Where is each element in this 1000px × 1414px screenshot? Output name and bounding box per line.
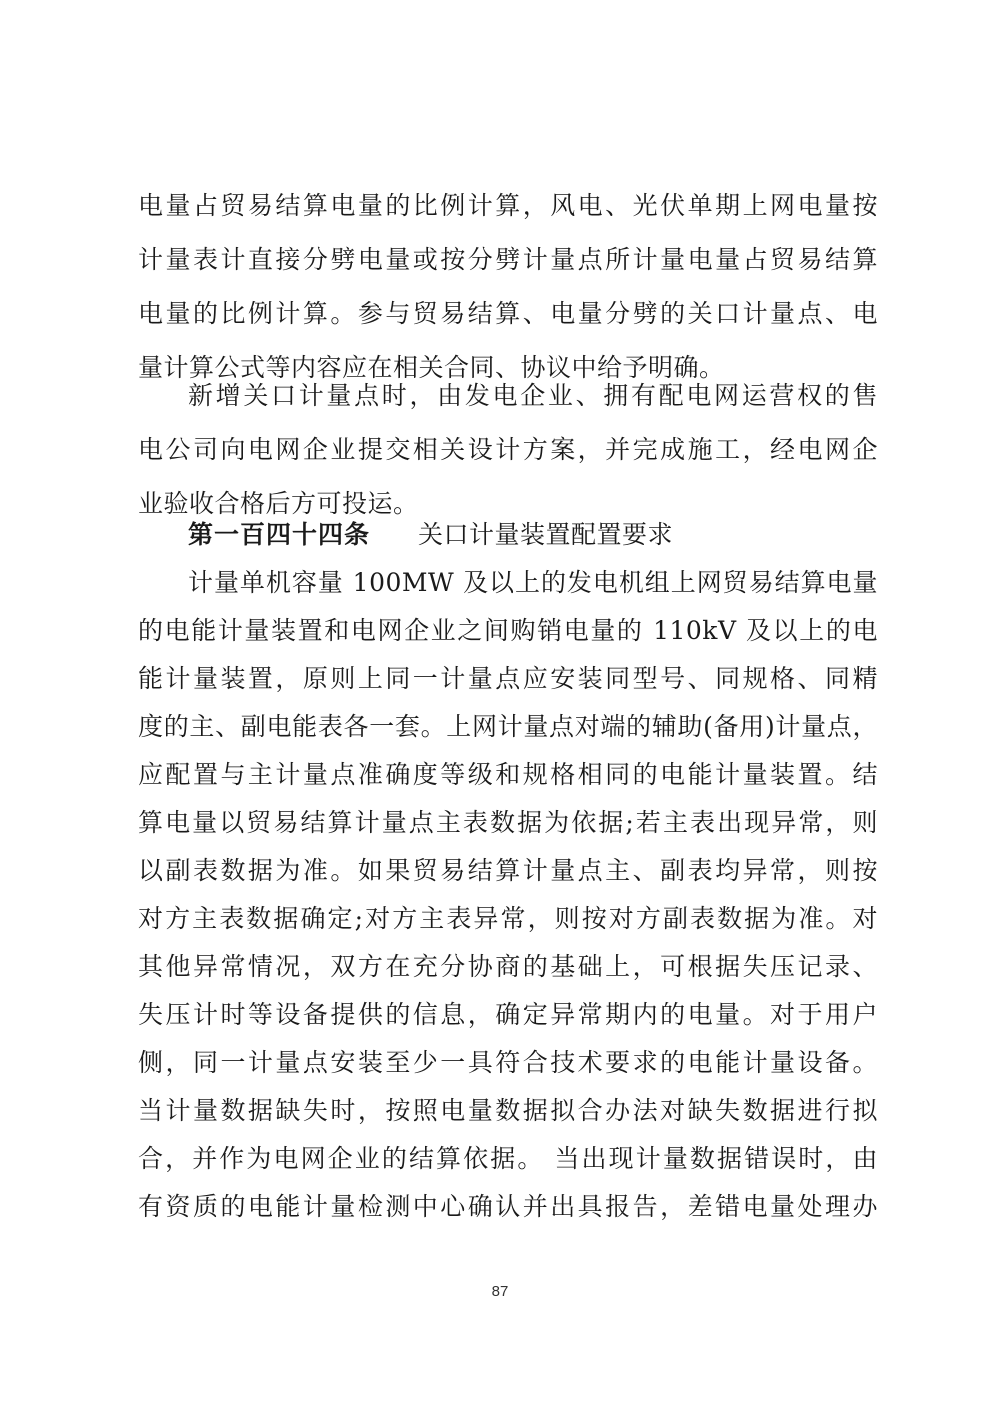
article-title: 关口计量装置配置要求 (418, 520, 674, 549)
text-line: 计量单机容量 100MW 及以上的发电机组上网贸易结算电量 (188, 568, 878, 597)
text-line: 电公司向电网企业提交相关设计方案，并完成施工，经电网企 (138, 435, 878, 464)
text-line: 度的主、副电能表各一套。上网计量点对端的辅助(备用)计量点， (138, 712, 878, 741)
text-line: 电量的比例计算。参与贸易结算、电量分劈的关口计量点、电 (138, 299, 878, 328)
article-heading-line (188, 512, 878, 558)
article-number: 第一百四十四条 (188, 520, 371, 549)
text-line: 应配置与主计量点准确度等级和规格相同的电能计量装置。结 (138, 760, 878, 789)
text-line: 当计量数据缺失时，按照电量数据拟合办法对缺失数据进行拟 (138, 1096, 878, 1125)
text-line: 电量占贸易结算电量的比例计算，风电、光伏单期上网电量按 (138, 191, 878, 220)
text-line: 以副表数据为准。如果贸易结算计量点主、副表均异常，则按 (138, 856, 878, 885)
text-line: 其他异常情况，双方在充分协商的基础上，可根据失压记录、 (138, 952, 878, 981)
text-line: 失压计时等设备提供的信息，确定异常期内的电量。对于用户 (138, 1000, 878, 1029)
text-line: 合，并作为电网企业的结算依据。 当出现计量数据错误时，由 (138, 1144, 878, 1173)
text-line: 能计量装置，原则上同一计量点应安装同型号、同规格、同精 (138, 664, 878, 693)
text-line: 计量表计直接分劈电量或按分劈计量点所计量电量占贸易结算 (138, 245, 878, 274)
text-line: 量计算公式等内容应在相关合同、协议中给予明确。 (138, 353, 725, 382)
page-number: 87 (491, 1283, 509, 1300)
text-line: 的电能计量装置和电网企业之间购销电量的 110kV 及以上的电 (138, 616, 878, 645)
text-line: 侧，同一计量点安装至少一具符合技术要求的电能计量设备。 (138, 1048, 878, 1077)
text-line: 有资质的电能计量检测中心确认并出具报告，差错电量处理办 (138, 1192, 878, 1221)
text-line: 新增关口计量点时，由发电企业、拥有配电网运营权的售 (188, 381, 878, 410)
text-line: 业验收合格后方可投运。 (138, 489, 419, 518)
text-line: 算电量以贸易结算计量点主表数据为依据;若主表出现异常，则 (138, 808, 878, 837)
text-line: 对方主表数据确定;对方主表异常，则按对方副表数据为准。对 (138, 904, 878, 933)
